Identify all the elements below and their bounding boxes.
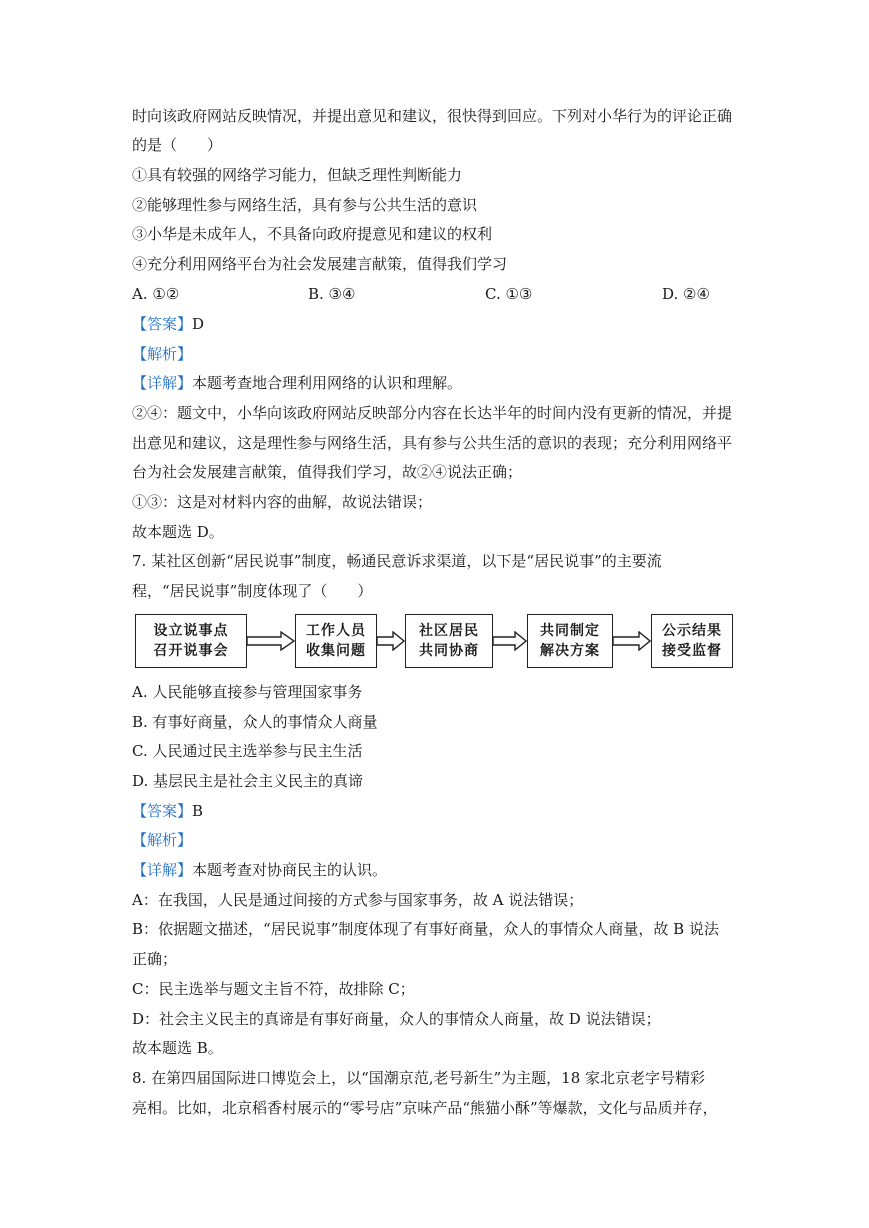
flow-step-3-line-2: 共同协商 [419,643,479,659]
q7-option-a: A. 人民能够直接参与管理国家事务 [132,683,363,701]
flow-step-1-line-1: 设立说事点 [153,623,229,639]
flow-step-2-line-1: 工作人员 [306,623,366,639]
q6-explain-1: ②④：题文中，小华向该政府网站反映部分内容在长达半年的时间内没有更新的情况，并提 [132,404,733,422]
q7-detail [132,860,742,880]
q6-statement-3: ③小华是未成年人，不具备向政府提意见和建议的权利 [132,225,493,243]
q7-analysis-tag: 【解析】 [132,831,193,849]
q7-answer [132,801,742,821]
q7-detail-tag: 【详解】 [132,861,193,879]
flow-step-5-line-2: 接受监督 [662,643,722,659]
q7-explain-4: C：民主选举与题文主旨不符，故排除 C； [132,980,415,998]
flow-step-2-line-2: 收集问题 [306,643,366,659]
flow-step-5-line-1: 公示结果 [662,623,722,639]
flow-step-1-line-2: 召开说事会 [153,643,229,659]
q6-statement-2: ②能够理性参与网络生活，具有参与公共生活的意识 [132,196,478,214]
q6-option-b: B. ③④ [308,285,356,303]
flow-step-3 [405,614,493,668]
q6-answer-tag: 【答案】 [132,315,193,333]
flow-step-3-line-1: 社区居民 [419,623,479,639]
q6-answer-value: D [192,315,205,333]
q6-detail [132,373,742,393]
flow-step-5 [651,614,733,668]
q6-explain-2: 出意见和建议，这是理性参与网络生活，具有参与公共生活的意识的表现；充分利用网络平 [132,434,733,452]
q7-stem-line-1: 7. 某社区创新“居民说事”制度，畅通民意诉求渠道，以下是“居民说事”的主要流 [132,552,662,570]
q7-explain-5: D：社会主义民主的真谛是有事好商量，众人的事情众人商量，故 D 说法错误； [132,1010,661,1028]
q7-detail-text: 本题考查对协商民主的认识。 [192,861,388,879]
q6-analysis-tag: 【解析】 [132,345,193,363]
flow-step-4 [527,614,613,668]
q7-answer-value: B [192,802,204,820]
flow-step-2 [295,614,377,668]
q6-option-d: D. ②④ [662,285,710,303]
flow-step-1 [135,614,247,668]
q7-explain-2: B：依据题文描述，“居民说事”制度体现了有事好商量，众人的事情众人商量，故 B 说法 [132,920,719,938]
q6-stem-line-2: 的是（ ） [132,136,223,154]
q8-stem-line-1: 8. 在第四届国际进口博览会上，以“国潮京范,老号新生”为主题，18 家北京老字号精彩 [132,1069,706,1087]
q6-explain-5: 故本题选 D。 [132,523,224,541]
q6-detail-tag: 【详解】 [132,374,193,392]
q6-option-c: C. ①③ [485,285,533,303]
q7-stem-line-2: 程，“居民说事”制度体现了（ ） [132,582,373,600]
q6-statement-4: ④充分利用网络平台为社会发展建言献策，值得我们学习 [132,255,508,273]
flow-arrow-2-icon [377,631,405,651]
q7-explain-1: A：在我国，人民是通过间接的方式参与国家事务，故 A 说法错误； [132,891,584,909]
flow-arrow-3-icon [493,631,527,651]
q6-explain-3: 台为社会发展建言献策，值得我们学习，故②④说法正确； [132,463,523,481]
flow-arrow-4-icon [613,631,651,651]
q7-explain-3: 正确； [132,950,178,968]
flow-step-4-line-2: 解决方案 [540,643,600,659]
q6-answer [132,314,742,334]
flow-step-4-line-1: 共同制定 [540,623,600,639]
q7-option-b: B. 有事好商量，众人的事情众人商量 [132,713,378,731]
q7-option-c: C. 人民通过民主选举参与民主生活 [132,742,363,760]
q6-explain-4: ①③：这是对材料内容的曲解，故说法错误； [132,493,433,511]
q8-stem-line-2: 亮相。比如，北京稻香村展示的“零号店”京味产品“熊猫小酥”等爆款，文化与品质并存， [132,1099,718,1117]
q7-answer-tag: 【答案】 [132,802,193,820]
q6-detail-text: 本题考查地合理利用网络的认识和理解。 [192,374,463,392]
q7-flowchart [135,614,735,670]
q6-option-a: A. ①② [132,285,180,303]
q6-statement-1: ①具有较强的网络学习能力，但缺乏理性判断能力 [132,166,463,184]
q7-explain-6: 故本题选 B。 [132,1039,223,1057]
flow-arrow-1-icon [247,631,295,651]
q6-stem-line-1: 时向该政府网站反映情况，并提出意见和建议，很快得到回应。下列对小华行为的评论正确 [132,107,733,125]
q7-option-d: D. 基层民主是社会主义民主的真谛 [132,772,364,790]
